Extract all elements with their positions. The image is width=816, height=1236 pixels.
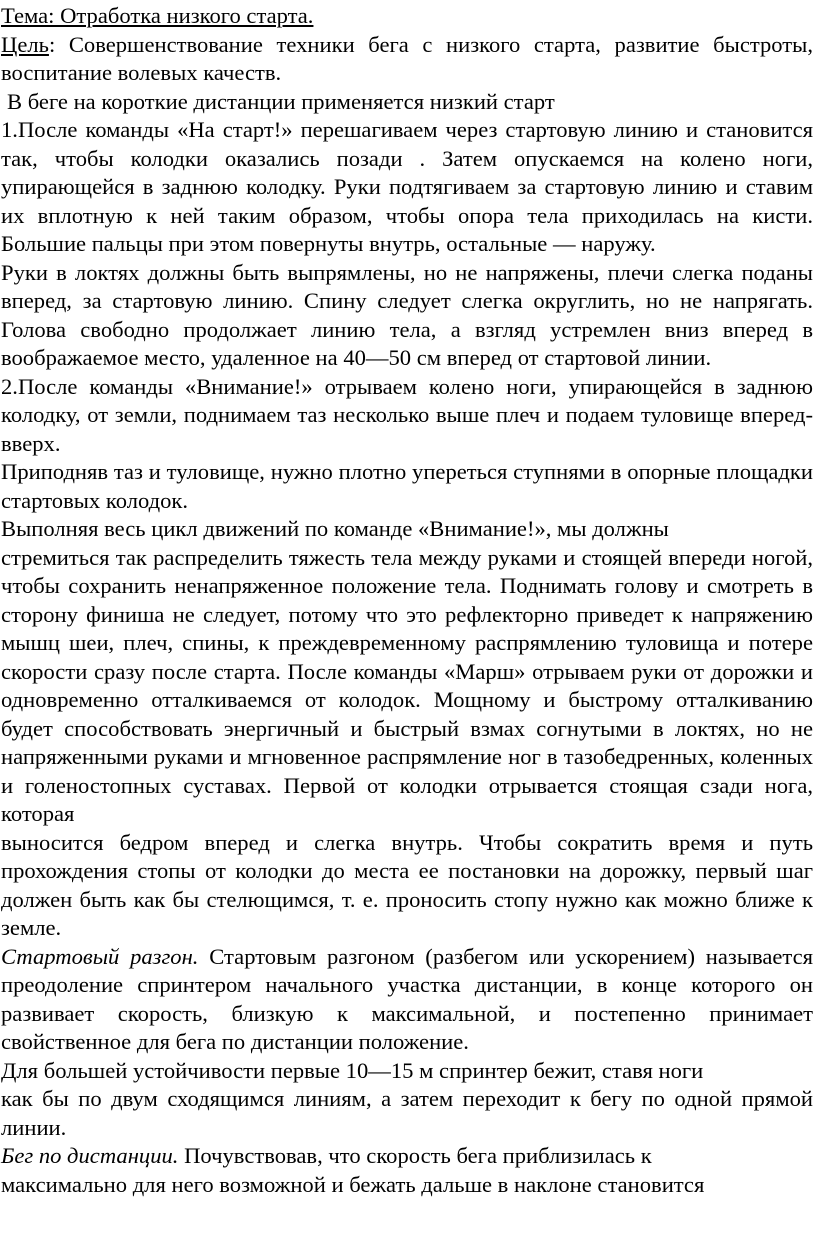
paragraph-stability-rest: как бы по двум сходящимся линиям, а затем переходит к бегу по одной прямой линии. [1,1086,813,1140]
distance-run-text: Почувствовав, что скорость бега приблизилась к [178,1143,652,1168]
goal-label: Цель [1,31,49,57]
paragraph-first-step: выносится бедром вперед и слегка внутрь. Чтобы сократить время и путь прохождения стопы от колодки до места ее постановки на дорожку, первый шаг должен быть как бы стелющимся, т. е. проносить стопу нужно как можно ближе к земле. [1,829,813,940]
term-distance-run: Бег по дистанции. [1,1143,179,1168]
paragraph-distance-run-last: максимально для него возможной и бежать дальше в наклоне становится [1,1171,705,1197]
paragraph-attention-command: 2.После команды «Внимание!» отрываем колено ноги, упирающейся в заднюю колодку, от земли, поднимаем таз несколько выше плеч и подаем туловище вперед-вверх. [1,373,813,456]
paragraph-start-command: 1.После команды «На старт!» перешагиваем через стартовую линию и становится так, чтобы колодки оказались позади . Затем опускаемся на колено ноги, упирающейся в заднюю колодку. Руки подтягиваем за стартовую линию и ставим их вплотную к ней таким образом, чтобы опора тела приходилась на кисти. Большие пальцы при этом повернуты внутрь, остальные — наружу. [1,117,813,256]
topic-line [1,2,813,31]
start-acceleration-text: Стартовым разгоном (разбегом или ускорением) называется преодоление спринтером начального участка дистанции, в конце которого он развивает скорость, близкую к максимальной, и постепенно принимает свойственное для бега по дистанции положение. [1,943,814,1054]
intro-line: В беге на короткие дистанции применяется низкий старт [7,88,555,114]
term-start-acceleration: Стартовый разгон. [1,943,199,969]
goal-paragraph [1,31,813,88]
paragraph-cycle-rest: стремиться так распределить тяжесть тела между руками и стоящей впереди ногой, чтобы сохранить ненапряженное положение тела. Поднимать голову и смотреть в сторону финиша не следует, потому что это рефлекторно приведет к напряжению мышц шеи, плеч, спины, к преждевременному распрямлению туловища и потере скорости сразу после старта. После команды «Марш» отрываем руки от дорожки и одновременно отталкиваемся от колодок. Мощному и быстрому отталкиванию будет способствовать энергичный и быстрый взмах согнутыми в локтях, но не напряженными руками и мгновенное распрямление ног в тазобедренных, коленных и голеностопных суставах. Первой от колодки отрывается стоящая сзади нога, которая [1,544,813,826]
paragraph-start-acceleration [1,943,813,1057]
paragraph-distance-run [1,1142,813,1171]
paragraph-pelvis-lift: Приподняв таз и туловище, нужно плотно упереться ступнями в опорные площадки стартовых колодок. [1,459,813,513]
goal-text: : Совершенствование техники бега с низкого старта, развитие быстроты, воспитание волевых качеств. [1,31,813,85]
paragraph-stability-first-line: Для большей устойчивости первые 10—15 м спринтер бежит, ставя ноги [1,1057,704,1083]
topic-title: Тема: Отработка низкого старта. [1,3,314,28]
paragraph-arms-position: Руки в локтях должны быть выпрямлены, но не напряжены, плечи слегка поданы вперед, за стартовую линию. Спину следует слегка округлить, но не напрягать. Голова свободно продолжает линию тела, а взгляд устремлен вниз вперед в воображаемое место, удаленное на 40—50 см вперед от стартовой линии. [1,259,813,370]
paragraph-cycle-first-line: Выполняя весь цикл движений по команде «Внимание!», мы должны [1,516,669,541]
